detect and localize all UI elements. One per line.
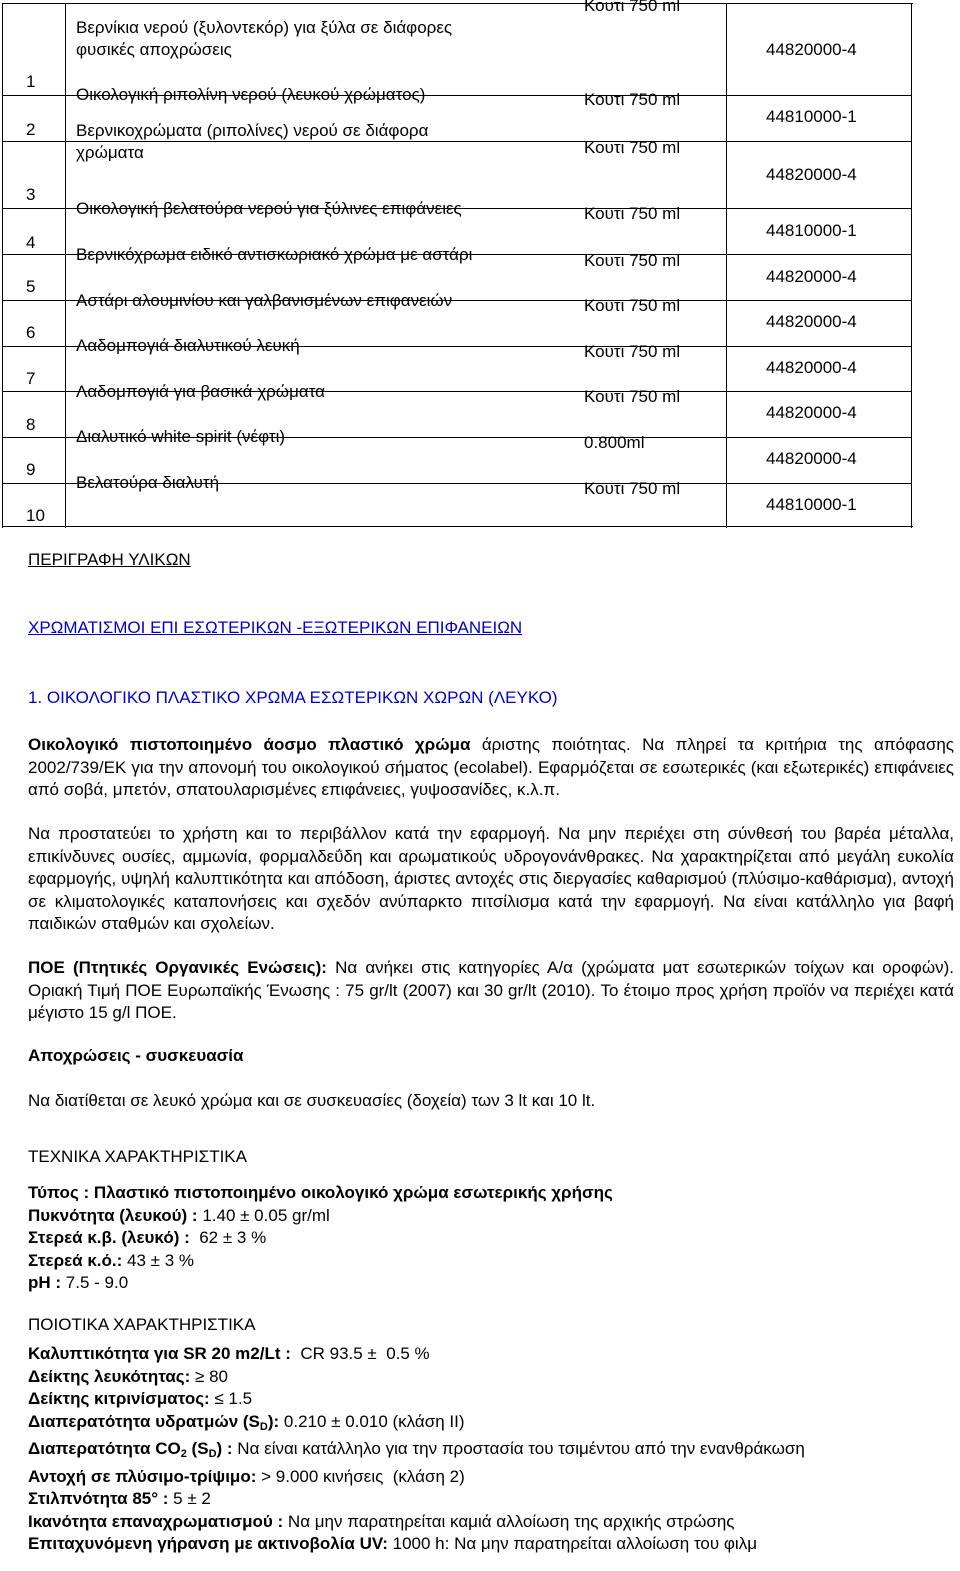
spec-line [28, 1511, 954, 1534]
permeability-label: Διαπερατότητα υδρατμών (S [28, 1411, 260, 1431]
row-number: 9 [26, 460, 36, 479]
row-cpv-code: 44810000-1 [766, 107, 857, 126]
table-border [726, 3, 727, 528]
spec-label: Τύπος : Πλαστικό πιστοποιημένο οικολογικό χρώμα εσωτερικής χρήσης [28, 1183, 613, 1202]
spec-value: 1000 h: Να μην παρατηρείται αλλοίωση του φιλμ [387, 1534, 757, 1553]
row-package: 0.800ml [584, 433, 645, 452]
spec-label: pH : [28, 1273, 62, 1292]
item1-heading-text: 1. ΟΙΚΟΛΟΓΙΚΟ ΠΛΑΣΤΙΚΟ ΧΡΩΜΑ ΕΣΩΤΕΡΙΚΩΝ ΧΩΡΩΝ (ΛΕΥΚΟ) [28, 688, 558, 707]
row-description: φυσικές αποχρώσεις [76, 40, 232, 59]
paragraph-ecolabel [28, 734, 954, 802]
table-border [911, 3, 912, 528]
row-number: 1 [26, 72, 36, 91]
row-number: 10 [26, 506, 45, 525]
row-package: Κουτι 750 ml [584, 204, 681, 223]
table-row-divider [726, 95, 911, 96]
row-package: Κουτι 750 ml [584, 387, 681, 406]
spec-value: 5 ± 2 [168, 1489, 211, 1508]
row-cpv-code: 44820000-4 [766, 449, 857, 468]
co2-sub: 2 [180, 1448, 187, 1460]
spec-line [28, 1182, 954, 1205]
table-row-divider [2, 483, 65, 484]
table-border [2, 3, 3, 528]
row-cpv-code: 44810000-1 [766, 221, 857, 240]
row-description: χρώματα [76, 143, 144, 162]
row-cpv-code: 44820000-4 [766, 267, 857, 286]
spec-label: Στερεά κ.ό.: [28, 1250, 123, 1270]
materials-heading [28, 550, 954, 570]
row-cpv-code: 44820000-4 [766, 165, 857, 184]
table-row-divider [2, 208, 65, 209]
row-number: 3 [26, 185, 36, 204]
spec-label: Ικανότητα επαναχρωματισμού : [28, 1511, 284, 1531]
row-package: Κουτι 750 ml [584, 251, 681, 270]
table-row-divider [2, 437, 65, 438]
spec-label: Καλυπτικότητα για SR 20 m2/Lt : [28, 1344, 291, 1363]
spec-value: > 9.000 κινήσεις (κλάση 2) [256, 1466, 465, 1486]
row-description: Βελατούρα διαλυτή [76, 473, 220, 492]
row-description: Αστάρι αλουμινίου και γαλβανισμένων επιφανειών [76, 291, 453, 310]
table-row-divider [2, 391, 65, 392]
table-row-divider [726, 300, 911, 301]
table-row-divider [2, 141, 65, 142]
paintings-heading-text: ΧΡΩΜΑΤΙΣΜΟΙ ΕΠΙ ΕΣΩΤΕΡΙΚΩΝ -ΕΞΩΤΕΡΙΚΩΝ ΕΠΙΦΑΝΕΙΩΝ [28, 618, 523, 637]
row-cpv-code: 44820000-4 [766, 40, 857, 59]
quality-heading [28, 1315, 954, 1335]
row-package: Κουτι 750 ml [584, 90, 681, 109]
table-row-divider [726, 437, 911, 438]
row-description: Λαδομπογιά διαλυτικού λευκή [76, 336, 300, 355]
p2-text: Να προστατεύει το χρήστη και το περιβάλλον κατά την εφαρμογή. Να μην περιέχει στη σύνθεσή του βαρέα μέταλλα, επικίνδυνες ουσίες, αμμωνία, φορμαλδεΰδη και αρωματικούς υδρογονάνθρακες. Να χαρακτηρίζεται από μεγάλη ευκολία εφαρμογής, υψηλή καλυπτικότητα και απόδοση, άριστες αντοχές στις διεργασίες καθαρισμού (πλύσιμο-καθάρισμα), αντοχή σε κλιματολογικές καταπονήσεις και σχεδόν ανύπαρκτο πιτσίλισμα κατά την εφαρμογή. Να είναι κατάλληλο για βαφή παιδικών σταθμών και σχολείων. [28, 824, 954, 933]
row-number: 7 [26, 369, 36, 388]
tech-title: ΤΕΧΝΙΚΑ ΧΑΡΑΚΤΗΡΙΣΤΙΚΑ [28, 1147, 247, 1166]
row-description: Βερνικοχρώματα (ριπολίνες) νερού σε διάφορα [76, 121, 429, 140]
row-description: Λαδομπογιά για βασικά χρώματα [76, 382, 326, 401]
spec-label: Δείκτης κιτρινίσματος: [28, 1389, 210, 1408]
spec-line [28, 1488, 954, 1511]
table-row-divider [2, 95, 65, 96]
quality-line [28, 1438, 954, 1466]
permeability-value: 0.210 ± 0.010 (κλάση ΙΙ) [279, 1411, 465, 1431]
permeability-label-end: ): [267, 1411, 280, 1431]
row-package: Κουτι 750 ml [584, 0, 681, 15]
spec-line [28, 1250, 954, 1273]
row-cpv-code: 44820000-4 [766, 312, 857, 331]
row-cpv-code: 44820000-4 [766, 358, 857, 377]
table-row-divider [726, 208, 911, 209]
p1-bold: Οικολογικό πιστοποιημένο άοσμο πλαστικό χρώμα [28, 735, 471, 754]
co2-value: Να είναι κατάλληλο για την προστασία του τσιμέντου από την ενανθράκωση [232, 1439, 805, 1458]
spec-line [28, 1366, 954, 1389]
shades-title: Αποχρώσεις - συσκευασία [28, 1046, 244, 1065]
shades-heading [28, 1046, 954, 1066]
table-row-divider [726, 254, 911, 255]
co2-label: Διαπερατότητα CO [28, 1439, 181, 1458]
table-row-divider [2, 254, 65, 255]
quality-list [28, 1343, 954, 1556]
paragraph-protection [28, 823, 954, 936]
spec-value: 43 ± 3 % [122, 1250, 194, 1270]
table-row-divider [726, 483, 911, 484]
spec-value: ≥ 80 [190, 1366, 228, 1386]
spec-label: Πυκνότητα (λευκού) : [28, 1205, 198, 1225]
spec-label: Αντοχή σε πλύσιμο-τρίψιμο: [28, 1466, 257, 1486]
quality-title: ΠΟΙΟΤΙΚΑ ΧΑΡΑΚΤΗΡΙΣΤΙΚΑ [28, 1315, 256, 1334]
table-row-divider [2, 300, 65, 301]
row-cpv-code: 44810000-1 [766, 495, 857, 514]
spec-value: 1.40 ± 0.05 gr/ml [197, 1205, 330, 1225]
spec-line [28, 1272, 954, 1295]
p1-text: άριστης ποιότητας. Να πληρεί τα κριτήρια της απόφασης 2002/739/ΕΚ για την απονομή του οικολογικού σήματος (ecolabel). Εφαρμόζεται σε εσωτερικές (και εξωτερικές) επιφάνειες από σοβά, μπετόν, σπατουλαρισμένες επιφάνειες, γυψοσανίδες, κ.λ.π. [28, 735, 954, 799]
spec-value: 62 ± 3 % [189, 1228, 267, 1247]
spec-value: CR 93.5 ± 0.5 % [290, 1344, 430, 1363]
row-package: Κουτι 750 ml [584, 296, 681, 315]
item1-heading [28, 688, 954, 708]
spec-label: Δείκτης λευκότητας: [28, 1366, 191, 1386]
permeability-sub: D [259, 1420, 268, 1433]
spec-line [28, 1533, 954, 1556]
row-number: 8 [26, 415, 36, 434]
table-border [2, 526, 913, 527]
co2-label-mid: (S [186, 1439, 209, 1458]
co2-label-end: ) : [216, 1439, 233, 1458]
shades-text [28, 1091, 954, 1111]
spec-label: Στερεά κ.β. (λευκό) : [28, 1228, 190, 1247]
row-package: Κουτι 750 ml [584, 342, 681, 361]
spec-label: Στιλπνότητα 85° : [28, 1489, 169, 1508]
spec-line [28, 1388, 954, 1411]
materials-heading-text: ΠΕΡΙΓΡΑΦΗ ΥΛΙΚΩΝ [28, 550, 191, 569]
paintings-heading [28, 618, 954, 638]
spec-line [28, 1466, 954, 1489]
row-number: 5 [26, 277, 36, 296]
paragraph-voc [28, 957, 954, 1025]
shades-text-value: Να διατίθεται σε λευκό χρώμα και σε συσκευασίες (δοχεία) των 3 lt και 10 lt. [28, 1091, 596, 1110]
row-cpv-code: 44820000-4 [766, 403, 857, 422]
spec-value: ≤ 1.5 [209, 1389, 253, 1408]
p3-text: Να ανήκει στις κατηγορίες Α/α (χρώματα ματ εσωτερικών τοίχων και οροφών). Οριακή Τιμή ΠΟΕ Ευρωπαϊκής Ένωσης : 75 gr/lt (2007) και 30 gr/lt (2010). Το έτοιμο προς χρήση προϊόν να περιέχει κατά μέγιστο 15 g/l ΠΟΕ. [28, 958, 954, 1022]
spec-line [28, 1227, 954, 1250]
p3-bold: ΠΟΕ (Πτητικές Οργανικές Ενώσεις): [28, 958, 327, 977]
row-description: Βερνικόχρωμα ειδικό αντισκωριακό χρώμα με αστάρι [76, 245, 473, 264]
row-number: 2 [26, 120, 36, 139]
tech-heading [28, 1147, 954, 1167]
row-number: 6 [26, 323, 36, 342]
row-description: Οικολογική βελατούρα νερού για ξύλινες επιφάνειες [76, 199, 462, 218]
row-description: Βερνίκια νερού (ξυλοντεκόρ) για ξύλα σε διάφορες [76, 18, 453, 37]
table-row-divider [726, 141, 911, 142]
table-row-divider [726, 391, 911, 392]
row-package: Κουτι 750 ml [584, 138, 681, 157]
table-row-divider [726, 346, 911, 347]
spec-line [28, 1205, 954, 1228]
quality-line [28, 1411, 954, 1439]
row-description: Διαλυτικό white spirit (νέφτι) [76, 427, 286, 446]
row-description: Οικολογική ριπολίνη νερού (λευκού χρώματος) [76, 85, 426, 104]
row-package: Κουτι 750 ml [584, 479, 681, 498]
spec-value: Να μην παρατηρείται καμιά αλλοίωση της αρχικής στρώσης [283, 1511, 735, 1531]
tech-list [28, 1182, 954, 1295]
spec-line [28, 1343, 954, 1366]
row-number: 4 [26, 233, 36, 252]
table-border [2, 3, 913, 4]
spec-value: 7.5 - 9.0 [61, 1273, 129, 1292]
co2-sub2: D [208, 1448, 217, 1460]
table-row-divider [2, 346, 65, 347]
spec-label: Επιταχυνόμενη γήρανση με ακτινοβολία UV: [28, 1534, 388, 1553]
table-border [65, 3, 66, 528]
